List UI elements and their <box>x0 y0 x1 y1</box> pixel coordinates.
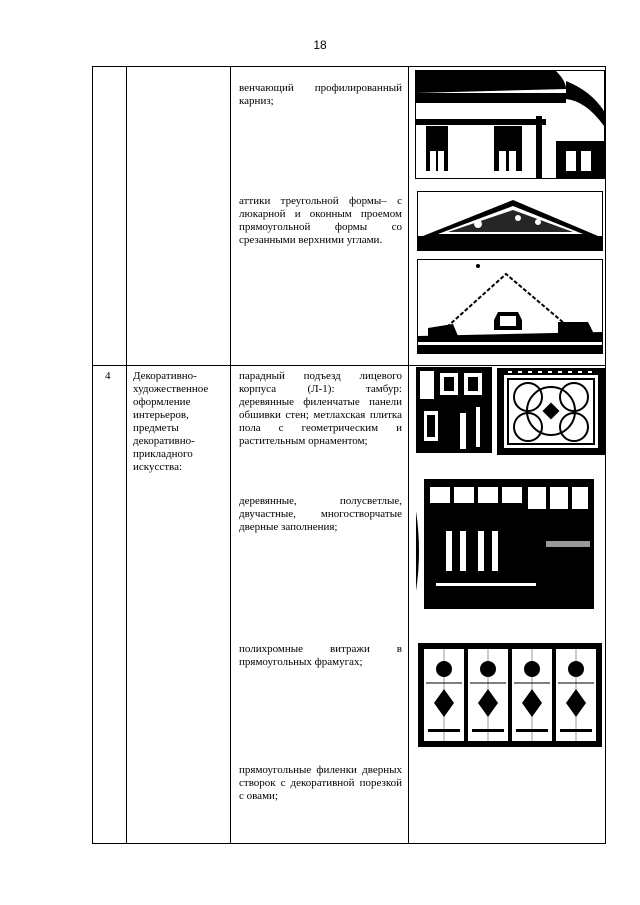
monument-features-table <box>92 66 606 844</box>
column-divider <box>126 67 127 843</box>
feature-doors-text: деревянные, полусветлые, двучастные, многостворчатые дверные заполнения; <box>239 495 402 533</box>
cornice-photo <box>415 70 605 179</box>
page-number: 18 <box>313 38 327 52</box>
feature-entrance-text: парадный подъезд лицевого корпуса (Л-1): тамбур: деревянные филенчатые панели обшивки стен; метлахская плитка пола с геометрическим и растительным орнаментом; <box>239 370 402 447</box>
column-divider <box>408 67 409 843</box>
stained-glass-photo <box>418 643 602 747</box>
row-number: 4 <box>105 370 111 382</box>
feature-cornice-text: венчающий профилированный карниз; <box>239 82 402 107</box>
row-divider <box>93 365 605 366</box>
vestibule-photo <box>416 367 492 453</box>
feature-attic-text: аттики треугольной формы– с люкарной и оконным проемом прямоугольной формы со срезанными верхними углами. <box>239 195 402 246</box>
door-frames-photo <box>416 471 602 615</box>
attic-lucarne-photo <box>417 259 603 354</box>
column-divider <box>230 67 231 843</box>
floor-tile-photo <box>497 368 605 455</box>
attic-photo <box>417 191 603 251</box>
feature-stained-glass-text: полихромные витражи в прямоугольных фрамугах; <box>239 643 402 668</box>
category-text: Декоративно-художественное оформление интерьеров, предметы декоративно-прикладного искусства: <box>133 370 209 473</box>
feature-door-panels-text: прямоугольные филенки дверных створок с декоративной порезкой с овами; <box>239 764 402 802</box>
